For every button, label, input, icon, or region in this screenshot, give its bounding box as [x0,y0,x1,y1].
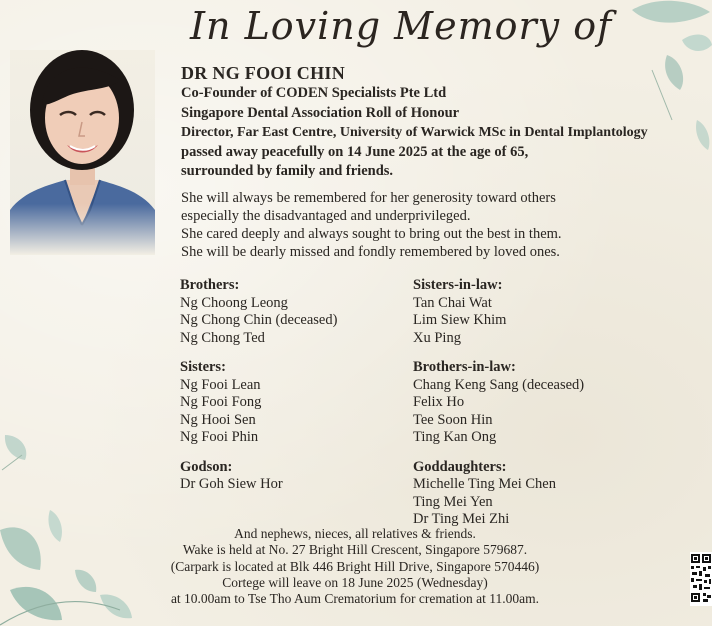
leaf-decoration-bottom-left [0,500,140,626]
service-line: at 10.00am to Tse Tho Aum Crematorium for cremation at 11.00am. [170,591,540,607]
family-member: Ting Mei Yen [413,493,493,510]
family-column-left [180,277,440,506]
family-member: Xu Ping [413,329,461,346]
family-member: Ting Kan Ong [413,429,497,445]
family-member: Ng Choong Leong [180,294,288,311]
service-line: And nephews, nieces, all relatives & friends. [234,526,476,541]
tribute-line: She cared deeply and always sought to bring out the best in them. [181,226,562,242]
memorial-title: In Loving Memory of [190,4,613,48]
family-group-sisters [180,359,440,447]
family-member: Ng Chong Chin (deceased) [180,312,338,328]
group-title: Sisters: [180,359,226,375]
family-member: Chang Keng Sang (deceased) [413,376,585,393]
tribute-line: especially the disadvantaged and underprivileged. [181,208,471,224]
leaf-decoration-left [0,430,40,490]
family-member: Ng Fooi Fong [180,394,262,410]
tribute-line: She will always be remembered for her generosity toward others [181,190,556,206]
group-title: Brothers: [180,277,240,293]
family-member: Ng Fooi Phin [180,429,259,445]
family-member: Michelle Ting Mei Chen [413,476,556,492]
deceased-line: Co-Founder of CODEN Specialists Pte Ltd [181,85,447,101]
family-group-goddaughters [413,459,673,529]
deceased-line: surrounded by family and friends. [181,163,394,179]
family-member: Tan Chai Wat [413,294,492,311]
tribute-text [181,189,701,261]
deceased-name: DR NG FOOI CHIN [181,63,346,83]
family-member: Dr Goh Siew Hor [180,476,283,492]
deceased-line: Director, Far East Centre, University of Warwick MSc in Dental Implantology [181,125,648,140]
group-title: Godson: [180,458,233,475]
family-group-godson [180,459,440,494]
group-title: Goddaughters: [413,458,507,475]
portrait-photo [10,50,155,255]
service-line: (Carpark is located at Blk 446 Bright Hill Drive, Singapore 570446) [170,558,540,574]
tribute-line: She will be dearly missed and fondly remembered by loved ones. [181,244,560,260]
qr-code-icon[interactable] [690,552,712,606]
deceased-line: passed away peacefully on 14 June 2025 at the age of 65, [181,143,529,160]
family-column-right [413,277,673,541]
deceased-line: Singapore Dental Association Roll of Honour [181,104,460,121]
family-group-brothers-in-law [413,359,673,447]
service-details [150,526,560,607]
service-line: Wake is held at No. 27 Bright Hill Crescent, Singapore 579687. [182,542,528,558]
family-member: Lim Siew Khim [413,312,507,328]
deceased-details [181,62,711,182]
family-group-brothers [180,277,440,347]
family-member: Dr Ting Mei Zhi [413,511,510,527]
family-group-sisters-in-law [413,277,673,347]
family-member: Ng Fooi Lean [180,376,261,393]
group-title: Brothers-in-law: [413,359,516,375]
service-line: Cortege will leave on 18 June 2025 (Wednesday) [222,574,488,590]
family-member: Ng Hooi Sen [180,411,256,428]
family-member: Felix Ho [413,394,465,410]
group-title: Sisters-in-law: [413,277,503,293]
family-member: Tee Soon Hin [413,411,493,428]
family-member: Ng Chong Ted [180,329,265,346]
